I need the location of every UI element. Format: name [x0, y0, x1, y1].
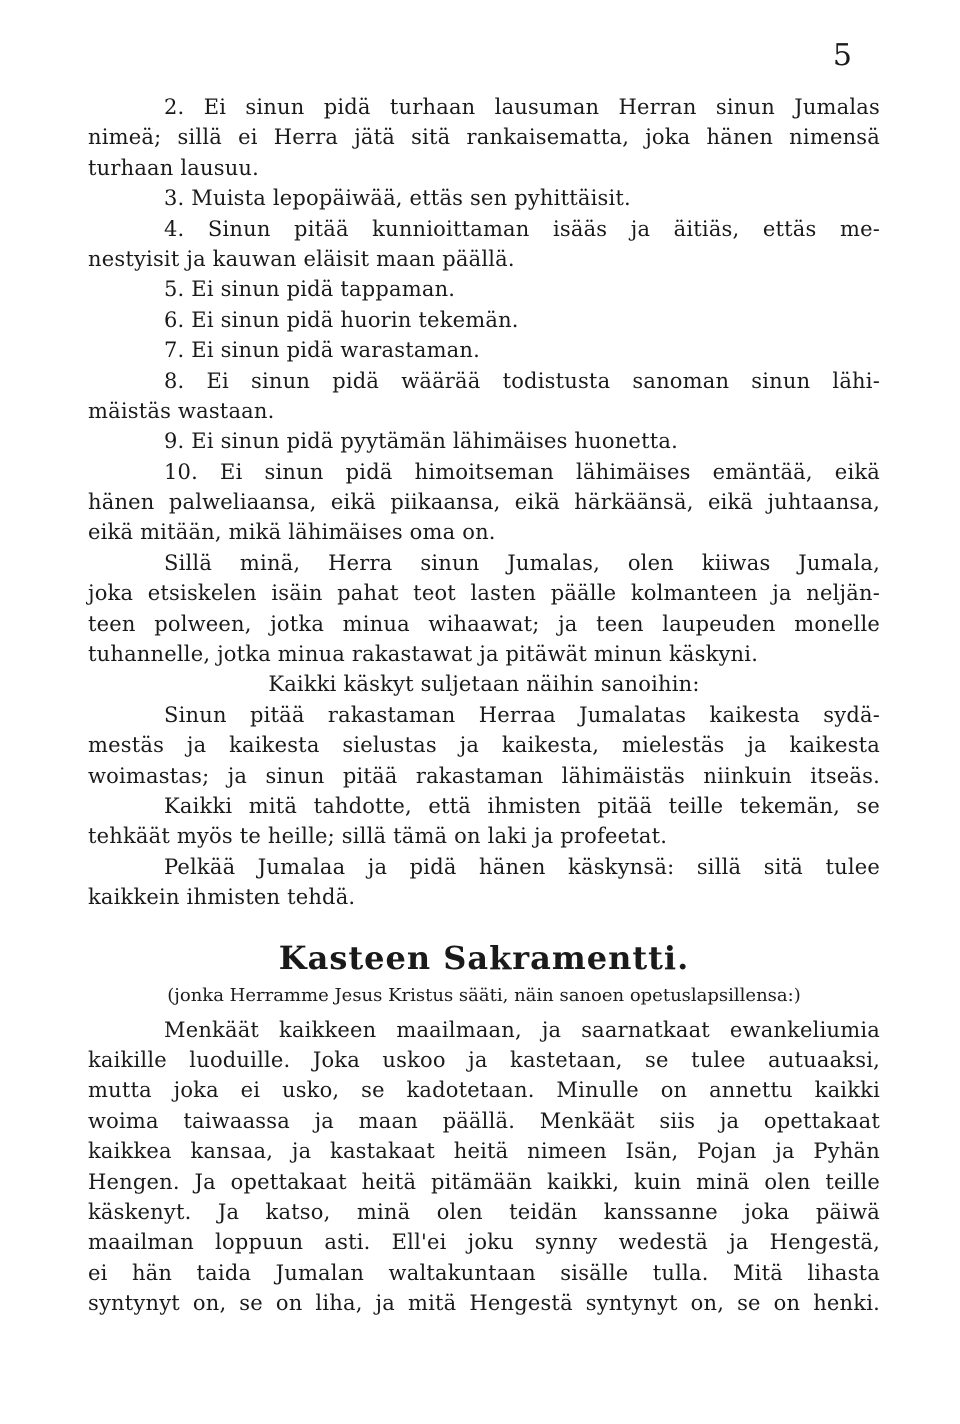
text-line: syntynyt on, se on liha, ja mitä Hengestä syntynyt on, se on henki.	[88, 1291, 880, 1316]
text-line: ei hän taida Jumalan waltakuntaan sisälle tulla. Mitä lihasta	[88, 1260, 880, 1285]
text-line: Sillä minä, Herra sinun Jumalas, olen kiiwas Jumala,	[164, 550, 880, 575]
text-line: 7. Ei sinun pidä warastaman.	[164, 338, 480, 363]
text-line: woimastas; ja sinun pitää rakastaman lähimäistäs niinkuin itseäs.	[88, 763, 880, 788]
text-line: käskenyt. Ja katso, minä olen teidän kanssanne joka päiwä	[88, 1199, 880, 1224]
text-line: maailman loppuun asti. Ell'ei joku synny wedestä ja Hengestä,	[88, 1230, 880, 1255]
text-line: kaikille luoduille. Joka uskoo ja kastetaan, se tulee autuaaksi,	[88, 1047, 880, 1072]
text-line: mäistäs wastaan.	[88, 398, 275, 423]
text-line: 6. Ei sinun pidä huorin tekemän.	[164, 307, 519, 332]
text-line: Menkäät kaikkeen maailmaan, ja saarnatkaat ewankeliumia	[164, 1017, 880, 1042]
commandments-block	[88, 92, 880, 913]
page-number: 5	[832, 38, 852, 73]
text-line: nestyisit ja kauwan eläisit maan päällä.	[88, 246, 515, 271]
text-line: kaikkea kansaa, ja kastakaat heitä nimeen Isän, Pojan ja Pyhän	[88, 1139, 880, 1164]
text-line: turhaan lausuu.	[88, 155, 260, 180]
text-line: nimeä; sillä ei Herra jätä sitä rankaisematta, joka hänen nimensä	[88, 125, 880, 150]
text-line: tuhannelle, jotka minua rakastawat ja pitäwät minun käskyni.	[88, 642, 759, 667]
text-line: 8. Ei sinun pidä wäärää todistusta sanoman sinun lähi-	[164, 368, 880, 393]
text-line: mestäs ja kaikesta sielustas ja kaikesta, mielestäs ja kaikesta	[88, 733, 880, 758]
section-title: Kasteen Sakramentti.	[278, 938, 690, 977]
text-line: hänen palweliaansa, eikä piikaansa, eikä härkäänsä, eikä juhtaansa,	[88, 490, 880, 515]
text-line: kaikkein ihmisten tehdä.	[88, 885, 356, 910]
text-line: Pelkää Jumalaa ja pidä hänen käskynsä: sillä sitä tulee	[164, 854, 880, 879]
text-line: Sinun pitää rakastaman Herraa Jumalatas kaikesta sydä-	[164, 702, 880, 727]
text-line: woima taiwaassa ja maan päällä. Menkäät siis ja opettakaat	[88, 1108, 880, 1133]
section-subtitle: (jonka Herramme Jesus Kristus sääti, näin sanoen opetuslapsillensa:)	[167, 984, 801, 1006]
text-line: eikä mitään, mikä lähimäises oma on.	[88, 520, 496, 545]
text-line: tehkäät myös te heille; sillä tämä on laki ja profeetat.	[88, 824, 668, 849]
baptism-block	[88, 1015, 880, 1319]
text-line: 10. Ei sinun pidä himoitseman lähimäises emäntää, eikä	[164, 459, 880, 484]
text-line: Kaikki käskyt suljetaan näihin sanoihin:	[268, 672, 700, 697]
text-line: joka etsiskelen isäin pahat teot lasten päälle kolmanteen ja neljän-	[88, 581, 880, 606]
text-line: Kaikki mitä tahdotte, että ihmisten pitää teille tekemän, se	[164, 793, 880, 818]
page-body	[88, 92, 880, 1318]
text-line: 4. Sinun pitää kunnioittaman isääs ja äitiäs, ettäs me-	[164, 216, 880, 241]
text-line: Hengen. Ja opettakaat heitä pitämään kaikki, kuin minä olen teille	[88, 1169, 880, 1194]
text-line: 5. Ei sinun pidä tappaman.	[164, 277, 456, 302]
text-line: 9. Ei sinun pidä pyytämän lähimäises huonetta.	[164, 429, 678, 454]
text-line: teen polween, jotka minua wihaawat; ja teen laupeuden monelle	[88, 611, 880, 636]
text-line: mutta joka ei usko, se kadotetaan. Minulle on annettu kaikki	[88, 1078, 880, 1103]
text-line: 2. Ei sinun pidä turhaan lausuman Herran sinun Jumalas	[164, 95, 880, 119]
text-line: 3. Muista lepopäiwää, ettäs sen pyhittäisit.	[164, 186, 631, 211]
